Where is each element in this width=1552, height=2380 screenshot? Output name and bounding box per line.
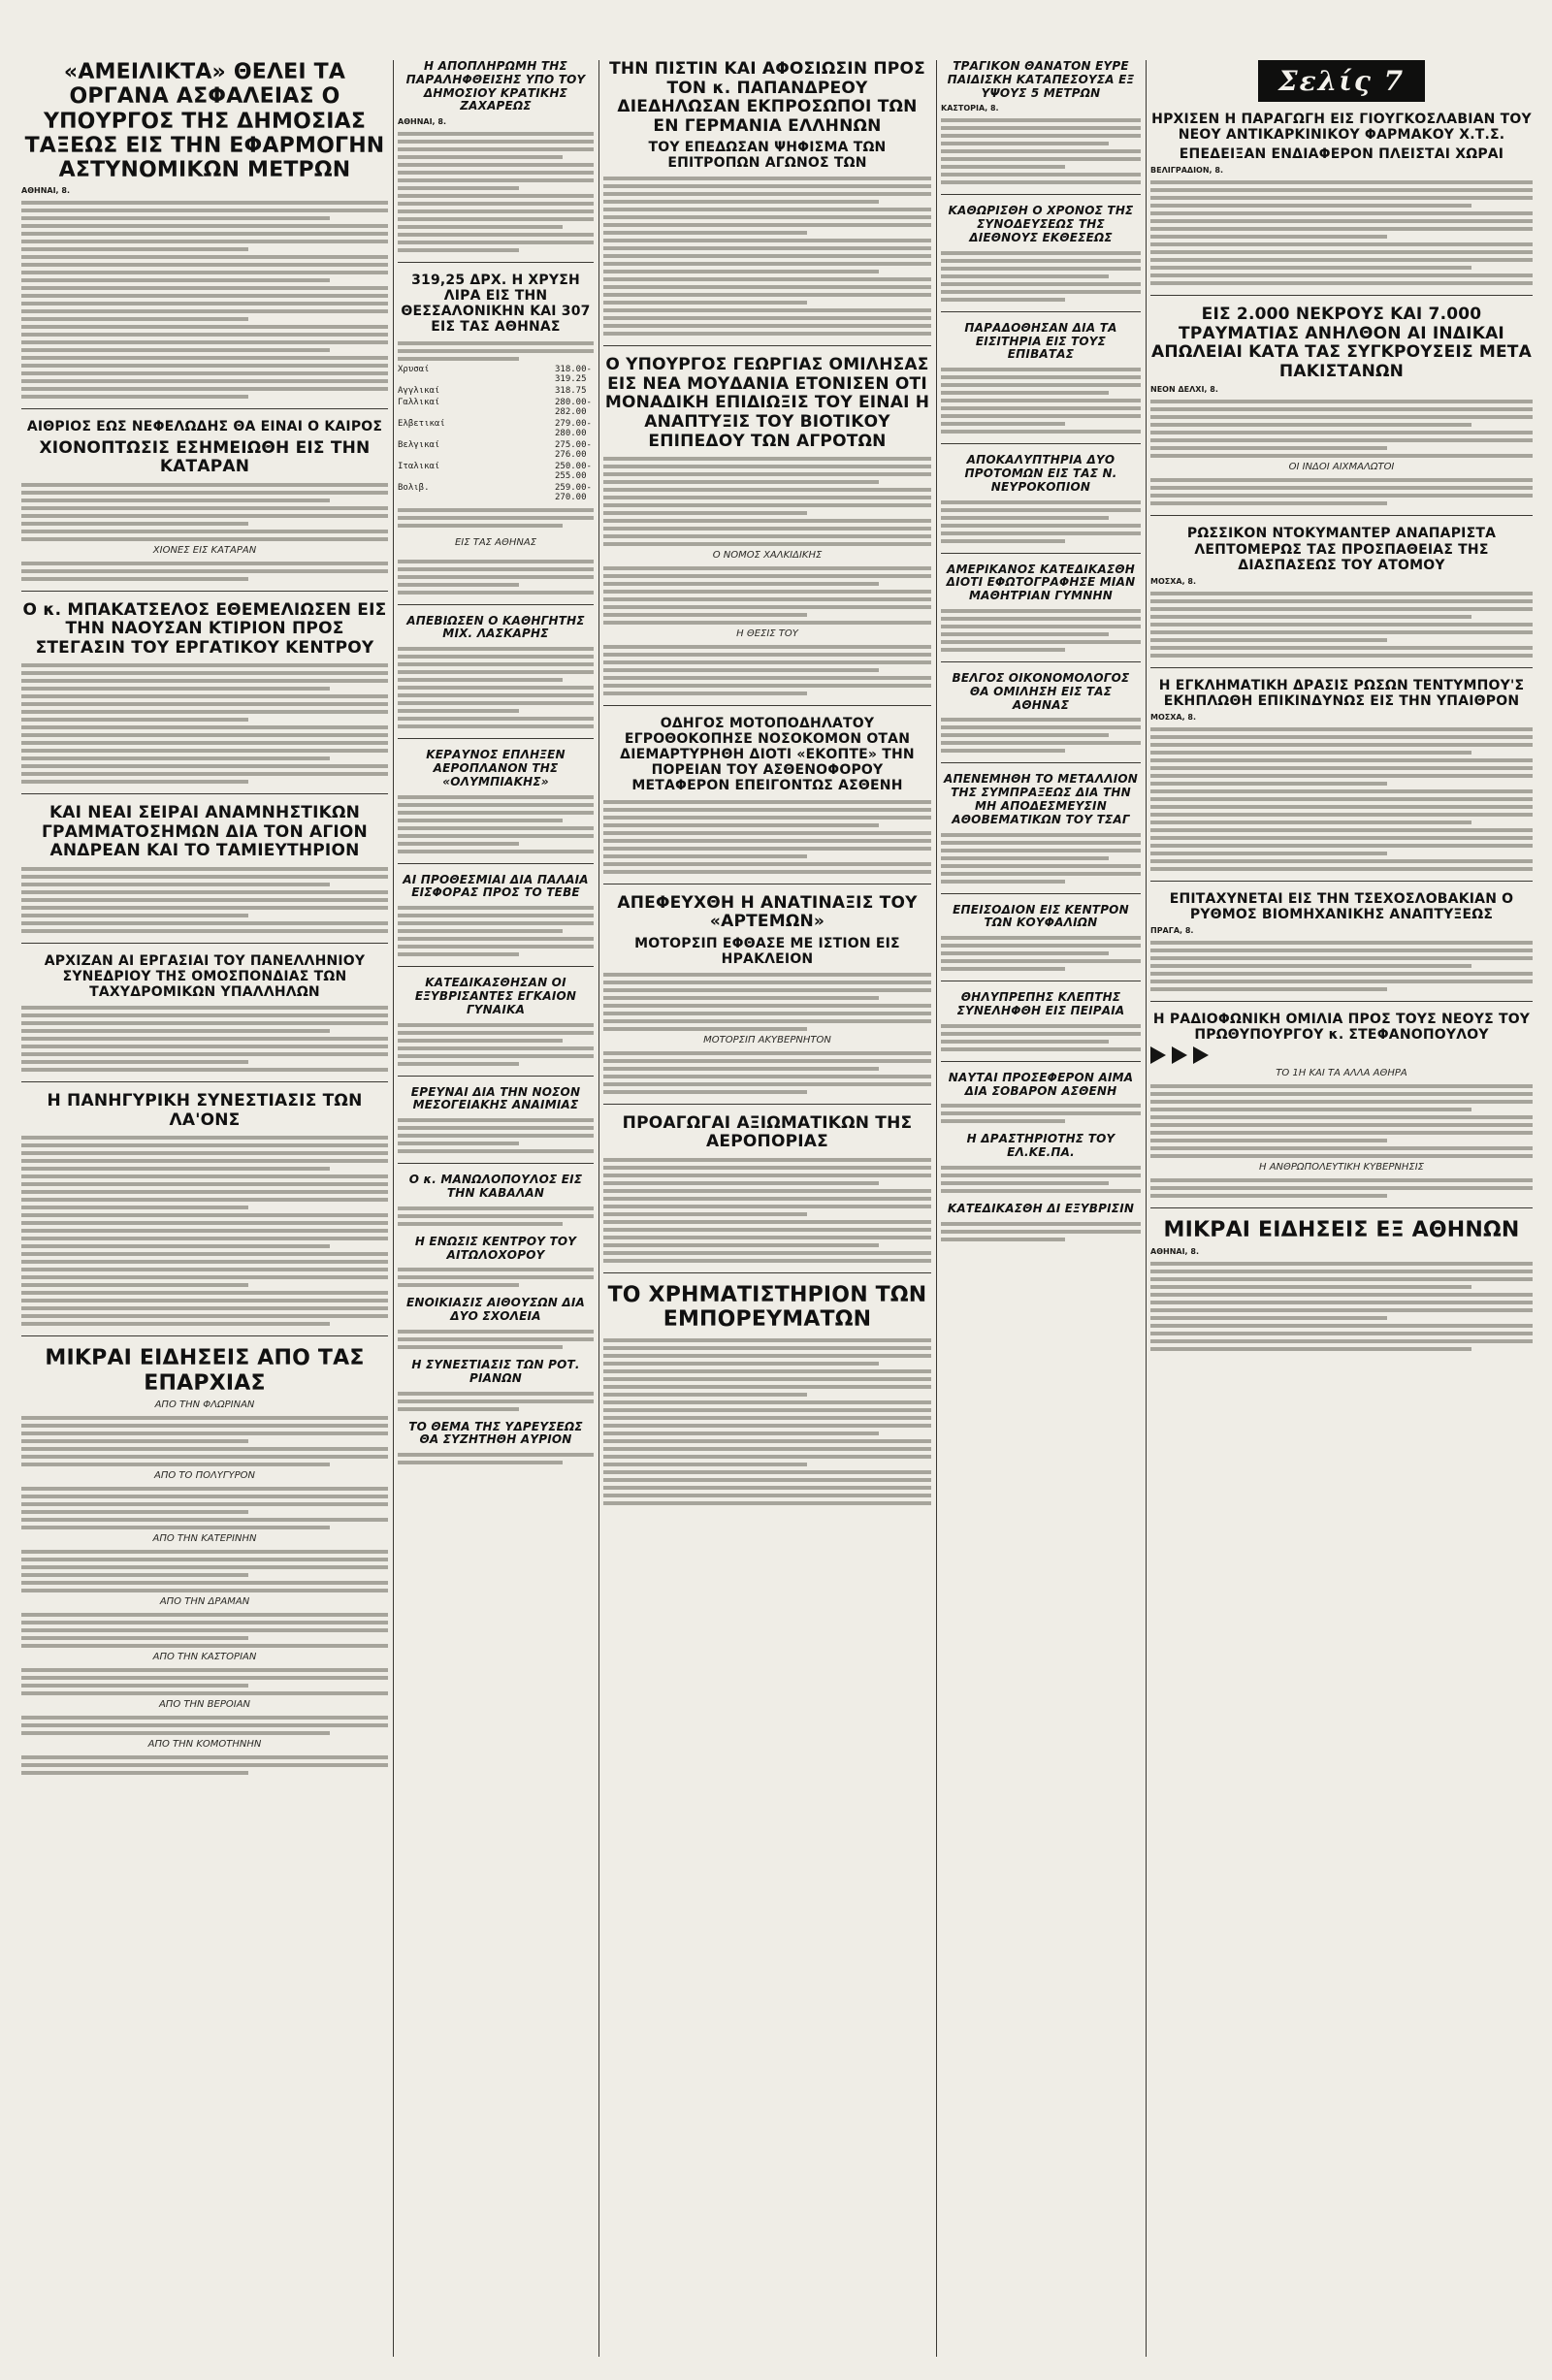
dateline: ΠΡΑΓΑ, 8.: [1150, 926, 1194, 936]
headline: ΤΡΑΓΙΚΟΝ ΘΑΝΑΤΟΝ ΕΥΡΕ ΠΑΙΔΙΣΚΗ ΚΑΤΑΠΕΣΟΥΣΑ ΕΞ ΥΨΟΥΣ 5 ΜΕΤΡΩΝ: [947, 60, 1135, 100]
body-text: [1150, 178, 1533, 285]
headline: ΑΙ ΠΡΟΘΕΣΜΙΑΙ ΔΙΑ ΠΑΛΑΙΑ ΕΙΣΦΟΡΑΣ ΠΡΟΣ ΤΟ ΤΕΒΕ: [403, 872, 589, 900]
article-yugoslavia-drug: [1150, 112, 1533, 285]
article-schools: [398, 1297, 594, 1349]
body-text: [21, 1004, 388, 1072]
article-tickets: [941, 322, 1141, 434]
body-text: [941, 1102, 1141, 1123]
article-insult: [398, 977, 594, 1065]
body-text: [1150, 1176, 1533, 1198]
article-czechoslovakia: [1150, 891, 1533, 991]
column-5: [1150, 60, 1533, 2357]
article-medal: [941, 773, 1141, 883]
body-text: [1150, 476, 1533, 505]
headline: ΕΙΣ 2.000 ΝΕΚΡΟΥΣ ΚΑΙ 7.000 ΤΡΑΥΜΑΤΙΑΣ ΑΝΗΛΘΟΝ ΑΙ ΙΝΔΙΚΑΙ ΑΠΩΛΕΙΑΙ ΚΑΤΑ ΤΑΣ ΣΥΓΚΡΟΥΣΕΙΣ ΜΕΤΑ ΠΑΚΙΣΤΑΝΩΝ: [1151, 305, 1532, 381]
article-india-pakistan: [1150, 306, 1533, 505]
body-text: [941, 716, 1141, 753]
body-text: [21, 1666, 388, 1695]
headline: ΑΙΘΡΙΟΣ ΕΩΣ ΝΕΦΕΛΩΔΗΣ ΘΑ ΕΙΝΑΙ Ο ΚΑΙΡΟΣ: [26, 419, 383, 435]
headline: ΚΑΤΕΔΙΚΑΣΘΗΣΑΝ ΟΙ ΕΞΥΒΡΙΣΑΝΤΕΣ ΕΓΚΑΙΟΝ ΓΥΝΑΙΚΑ: [414, 976, 577, 1016]
headline: Ο κ. ΜΑΝΩΛΟΠΟΥΛΟΣ ΕΙΣ ΤΗΝ ΚΑΒΑΛΑΝ: [408, 1173, 583, 1200]
body-text: [398, 506, 594, 528]
arrow-right-icon: [1150, 1046, 1166, 1064]
body-text: [1150, 590, 1533, 658]
article-security-measures: [21, 60, 388, 399]
body-text: [603, 455, 931, 546]
body-text: [21, 1134, 388, 1326]
section-masthead: [1150, 60, 1533, 102]
body-text: [21, 1714, 388, 1735]
headline: ΕΡΕΥΝΑΙ ΔΙΑ ΤΗΝ ΝΟΣΟΝ ΜΕΣΟΓΕΙΑΚΗΣ ΑΝΑΙΜΙΑΣ: [410, 1084, 581, 1112]
rate-value: 275.00-276.00: [555, 439, 592, 460]
rate-label: Ελβετικαί: [398, 418, 445, 429]
body-text: [398, 339, 594, 361]
body-text: [603, 1049, 931, 1094]
headline: ΚΑΘΩΡΙΣΘΗ Ο ΧΡΟΝΟΣ ΤΗΣ ΣΥΝΟΔΕΥΣΕΩΣ ΤΗΣ ΔΙΕΘΝΟΥΣ ΕΚΘΕΣΕΩΣ: [948, 204, 1134, 244]
body-text: [1150, 1260, 1533, 1351]
article-blood: [941, 1072, 1141, 1124]
article-gold-sovereign: [398, 273, 594, 527]
rate-value: 259.00-270.00: [555, 482, 592, 502]
dateline: ΝΕΟΝ ΔΕΛΧΙ, 8.: [1150, 385, 1218, 395]
headline: ΒΕΛΓΟΣ ΟΙΚΟΝΟΜΟΛΟΓΟΣ ΘΑ ΟΜΙΛΗΣΗ ΕΙΣ ΤΑΣ ΑΘΗΝΑΣ: [952, 670, 1130, 712]
rate-value: 318.75: [555, 385, 587, 396]
subhead: ΤΟΥ ΕΠΕΔΩΣΑΝ ΨΗΦΙΣΜΑ ΤΩΝ ΕΠΙΤΡΟΠΩΝ ΑΓΩΝΟΣ ΤΩΝ: [648, 140, 887, 172]
article-sugar: [398, 60, 594, 252]
body-text: [21, 1414, 388, 1466]
article-provinces: [21, 1346, 388, 1775]
subhead: ΑΠΟ ΤΗΝ ΚΟΜΟΤΗΝΗΝ: [147, 1738, 262, 1750]
body-text: [941, 366, 1141, 434]
article-agriculture-minister: [603, 356, 931, 695]
body-text: [398, 1021, 594, 1066]
headline: ΜΙΚΡΑΙ ΕΙΔΗΣΕΙΣ ΕΞ ΑΘΗΝΩΝ: [1163, 1218, 1520, 1243]
article-lightning: [398, 749, 594, 852]
headline: 319,25 ΔΡΧ. Η ΧΡΥΣΗ ΛΙΡΑ ΕΙΣ ΤΗΝ ΘΕΣΣΑΛΟΝΙΚΗΝ ΚΑΙ 307 ΕΙΣ ΤΑΣ ΑΘΗΝΑΣ: [401, 273, 591, 336]
subhead: ΕΙΣ ΤΑΣ ΑΘΗΝΑΣ: [454, 536, 537, 548]
headline: «ΑΜΕΙΛΙΚΤΑ» ΘΕΛΕΙ ΤΑ ΟΡΓΑΝΑ ΑΣΦΑΛΕΙΑΣ Ο ΥΠΟΥΡΓΟΣ ΤΗΣ ΔΗΜΟΣΙΑΣ ΤΑΞΕΩΣ ΕΙΣ ΤΗΝ ΕΦΑΡΜΟΓΗΝ ΑΣΤΥΝΟΜΙΚΩΝ ΜΕΤΡΩΝ: [24, 60, 385, 183]
article-naousa: [21, 601, 388, 785]
body-text: [1150, 1082, 1533, 1158]
body-text: [1150, 725, 1533, 871]
headline: ΑΠΕΝΕΜΗΘΗ ΤΟ ΜΕΤΑΛΛΙΟΝ ΤΗΣ ΣΥΜΠΡΑΞΕΩΣ ΔΙΑ ΤΗΝ ΜΗ ΑΠΟΔΕΣΜΕΥΣΙΝ ΑΘΟΒΕΜΑΤΙΚΩΝ ΤΟΥ ΤΣΑΓ: [943, 772, 1139, 826]
column-1: [21, 60, 388, 2357]
article-centre-union: [398, 1236, 594, 1288]
subhead: ΑΠΟ ΤΗΝ ΒΕΡΟΙΑΝ: [158, 1698, 251, 1710]
body-text: [1150, 398, 1533, 458]
article-tebe: [398, 874, 594, 957]
column-4: [941, 60, 1141, 2357]
article-fair: [941, 205, 1141, 301]
rate-label: Γαλλικαί: [398, 397, 440, 407]
headline: ΤΟ ΘΕΜΑ ΤΗΣ ΥΔΡΕΥΣΕΩΣ ΘΑ ΣΥΖΗΤΗΘΗ ΑΥΡΙΟΝ: [408, 1419, 583, 1447]
subhead: ΜΟΤΟΡΣΙΠ ΑΚΥΒΕΡΝΗΤΟΝ: [703, 1034, 831, 1045]
subhead: ΑΠΟ ΤΟ ΠΟΛΥΓΥΡΟΝ: [154, 1469, 255, 1481]
body-text: [398, 558, 594, 595]
article-ambulance: [603, 716, 931, 873]
article-lions: [21, 1092, 388, 1326]
dateline: ΑΘΗΝΑΙ, 8.: [21, 186, 70, 196]
article-economist: [941, 672, 1141, 753]
dateline: ΑΘΗΝΑΙ, 8.: [398, 117, 446, 127]
column-rule: [1146, 60, 1147, 2357]
article-elkepa: [941, 1133, 1141, 1193]
rate-label: Ιταλικαί: [398, 461, 440, 471]
article-busts: [941, 454, 1141, 542]
subhead: ΕΠΕΔΕΙΞΑΝ ΕΝΔΙΑΦΕΡΟΝ ΠΛΕΙΣΤΑΙ ΧΩΡΑΙ: [1179, 146, 1504, 163]
column-rule: [598, 60, 599, 2357]
headline: ΟΔΗΓΟΣ ΜΟΤΟΠΟΔΗΛΑΤΟΥ ΕΓΡΟΘΟΚΟΠΗΣΕ ΝΟΣΟΚΟΜΟΝ ΟΤΑΝ ΔΙΕΜΑΡΤΥΡΗΘΗ ΔΙΟΤΙ «ΕΚΟΠΤΕ» ΤΗΝ ΠΟΡΕΙΑΝ ΤΟΥ ΑΣΘΕΝΟΦΟΡΟΥ ΜΕΤΑΦΕΡΟΝ ΕΠΕΙΓΟΝΤΩΣ ΑΣΘΕΝΗ: [620, 716, 915, 794]
rate-label: Χρυσαί: [398, 364, 430, 374]
rate-label: Αγγλικαί: [398, 385, 440, 396]
body-text: [941, 1022, 1141, 1051]
headline: ΝΑΥΤΑΙ ΠΡΟΣΕΦΕΡΟΝ ΑΙΜΑ ΔΙΑ ΣΟΒΑΡΟΝ ΑΣΘΕΝΗ: [948, 1070, 1134, 1098]
body-text: [21, 661, 388, 784]
body-text: [941, 831, 1141, 884]
headline: Η ΔΡΑΣΤΗΡΙΟΤΗΣ ΤΟΥ ΕΛ.ΚΕ.ΠΑ.: [966, 1132, 1116, 1160]
article-manolopoulos: [398, 1174, 594, 1226]
headline: ΑΠΕΒΙΩΣΕΝ Ο ΚΑΘΗΓΗΤΗΣ ΜΙΧ. ΛΑΣΚΑΡΗΣ: [406, 613, 585, 641]
body-text: [941, 934, 1141, 971]
headline: ΑΜΕΡΙΚΑΝΟΣ ΚΑΤΕΔΙΚΑΣΘΗ ΔΙΟΤΙ ΕΦΩΤΟΓΡΑΦΗΣΕ ΜΙΑΝ ΜΑΘΗΤΡΙΑΝ ΓΥΜΝΗΝ: [946, 562, 1136, 603]
subhead: Η ΑΝΘΡΩΠΟΛΕΥΤΙΚΗ ΚΥΒΕΡΝΗΣΙΣ: [1259, 1162, 1424, 1174]
body-text: [398, 793, 594, 853]
article-papandreou: [603, 60, 931, 336]
body-text: [21, 1548, 388, 1592]
article-rotary: [398, 1359, 594, 1411]
headline: ΧΙΟΝΟΠΤΩΣΙΣ ΕΣΗΜΕΙΩΘΗ ΕΙΣ ΤΗΝ ΚΑΤΑΡΑΝ: [39, 437, 371, 477]
body-text: [21, 1611, 388, 1648]
headline: ΑΠΟΚΑΛΥΠΤΗΡΙΑ ΔΥΟ ΠΡΟΤΟΜΩΝ ΕΙΣ ΤΑΣ Ν. ΝΕΥΡΟΚΟΠΙΟΝ: [964, 453, 1117, 494]
article-anemia: [398, 1086, 594, 1154]
body-text: [941, 1220, 1141, 1241]
page-number-logo: Σελίς 7: [1258, 60, 1425, 102]
headline: ΕΝΟΙΚΙΑΣΙΣ ΑΙΘΟΥΣΩΝ ΔΙΑ ΔΥΟ ΣΧΟΛΕΙΑ: [405, 1296, 586, 1324]
headline: ΡΩΣΣΙΚΟΝ ΝΤΟΚΥΜΑΝΤΕΡ ΑΝΑΠΑΡΙΣΤΑ ΛΕΠΤΟΜΕΡΩΣ ΤΑΣ ΠΡΟΣΠΑΘΕΙΑΣ ΤΗΣ ΔΙΑΣΠΑΣΕΩΣ ΤΟΥ ΑΤΟΜΟΥ: [1186, 526, 1497, 573]
headline: Η ΕΓΚΛΗΜΑΤΙΚΗ ΔΡΑΣΙΣ ΡΩΣΩΝ ΤΕΝΤΥΜΠΟΥ'Σ ΕΚΗΠΛΩΘΗ ΕΠΙΚΙΝΔΥΝΩΣ ΕΙΣ ΤΗΝ ΥΠΑΙΘΡΟΝ: [1158, 677, 1525, 709]
subhead: ΤΟ 1Η ΚΑΙ ΤΑ ΑΛΛΑ ΑΘΗΡΑ: [1276, 1068, 1407, 1079]
body-text: [603, 1156, 931, 1263]
body-text: [1150, 939, 1533, 991]
subhead: ΑΠΟ ΤΗΝ ΚΑΣΤΟΡΙΑΝ: [152, 1651, 257, 1662]
headline: Η ΣΥΝΕΣΤΙΑΣΙΣ ΤΩΝ ΡΟΤ. ΡΙΑΝΩΝ: [411, 1357, 580, 1385]
column-2: [398, 60, 594, 2357]
article-incident: [941, 904, 1141, 972]
rate-value: 250.00-255.00: [555, 461, 592, 481]
body-text: [398, 1328, 594, 1349]
body-text: [941, 1164, 1141, 1193]
rate-value: 318.00-319.25: [555, 364, 592, 384]
subhead: ΑΠΟ ΤΗΝ ΚΑΤΕΡΙΝΗΝ: [152, 1532, 257, 1544]
headline: ΑΠΕΦΕΥΧΘΗ Η ΑΝΑΤΙΝΑΞΙΣ ΤΟΥ «ΑΡΤΕΜΩΝ»: [617, 892, 918, 932]
body-text: [941, 116, 1141, 184]
article-radio-speech: [1150, 1012, 1533, 1198]
arrow-right-icon: [1172, 1046, 1187, 1064]
subhead: ΟΙ ΙΝΔΟΙ ΑΙΧΜΑΛΩΤΟΙ: [1288, 462, 1395, 473]
rate-value: 280.00-282.00: [555, 397, 592, 417]
column-3: [603, 60, 931, 2357]
headline: Η ΠΑΝΗΓΥΡΙΚΗ ΣΥΝΕΣΤΙΑΣΙΣ ΤΩΝ ΛΑ'ΟΝΣ: [47, 1091, 363, 1130]
headline: ΤΗΝ ΠΙΣΤΙΝ ΚΑΙ ΑΦΟΣΙΩΣΙΝ ΠΡΟΣ ΤΟΝ κ. ΠΑΠΑΝΔΡΕΟΥ ΔΙΕΔΗΛΩΣΑΝ ΕΚΠΡΟΣΩΠΟΙ ΤΩΝ ΕΝ ΓΕΡΜΑΝΙΑ ΕΛΛΗΝΩΝ: [609, 60, 925, 136]
article-thief: [941, 991, 1141, 1051]
rate-value: 279.00-280.00: [555, 418, 592, 438]
headline: ΜΙΚΡΑΙ ΕΙΔΗΣΕΙΣ ΑΠΟ ΤΑΣ ΕΠΑΡΧΙΑΣ: [45, 1346, 365, 1396]
body-text: [603, 643, 931, 695]
headline: ΗΡΧΙΣΕΝ Η ΠΑΡΑΓΩΓΗ ΕΙΣ ΓΙΟΥΓΚΟΣΛΑΒΙΑΝ ΤΟΥ ΝΕΟΥ ΑΝΤΙΚΑΡΚΙΝΙΚΟΥ ΦΑΡΜΑΚΟΥ Χ.Τ.Σ.: [1151, 112, 1532, 144]
article-american: [941, 563, 1141, 652]
headline: ΕΠΕΙΣΟΔΙΟΝ ΕΙΣ ΚΕΝΤΡΟΝ ΤΩΝ ΚΟΥΦΑΛΙΩΝ: [953, 902, 1129, 930]
body-text: [603, 971, 931, 1031]
headline: Ο ΥΠΟΥΡΓΟΣ ΓΕΩΡΓΙΑΣ ΟΜΙΛΗΣΑΣ ΕΙΣ ΝΕΑ ΜΟΥΔΑΝΙΑ ΕΤΟΝΙΣΕΝ ΟΤΙ ΜΟΝΑΔΙΚΗ ΕΠΙΔΙΩΞΙΣ ΤΟΥ ΕΙΝΑΙ Η ΑΝΑΠΤΥΞΙΣ ΤΟΥ ΒΙΟΤΙΚΟΥ ΕΠΙΠΕΔΟΥ ΤΩΝ ΑΓΡΟΤΩΝ: [604, 355, 930, 451]
body-text: [603, 798, 931, 874]
gold-rates-table: [398, 365, 594, 502]
dateline: ΒΕΛΙΓΡΑΔΙΟΝ, 8.: [1150, 166, 1223, 176]
article-water: [398, 1421, 594, 1465]
body-text: [398, 1390, 594, 1411]
body-text: [603, 564, 931, 625]
subhead: ΜΟΤΟΡΣΙΠ ΕΦΘΑΣΕ ΜΕ ΙΣΤΙΟΝ ΕΙΣ ΗΡΑΚΛΕΙΟΝ: [634, 935, 900, 967]
body-text: [21, 481, 388, 541]
body-text: [941, 499, 1141, 543]
body-text: [21, 1753, 388, 1775]
subhead: Η ΘΕΣΙΣ ΤΟΥ: [736, 628, 798, 640]
headline: ΠΑΡΑΔΟΘΗΣΑΝ ΔΙΑ ΤΑ ΕΙΣΙΤΗΡΙΑ ΕΙΣ ΤΟΥΣ ΕΠΙΒΑΤΑΣ: [964, 320, 1117, 362]
article-laskaris: [398, 615, 594, 729]
article-artemon: [603, 894, 931, 1094]
subhead: ΑΠΟ ΤΗΝ ΦΛΩΡΙΝΑΝ: [154, 1399, 255, 1410]
body-text: [21, 865, 388, 933]
subhead: ΧΙΟΝΕΣ ΕΙΣ ΚΑΤΑΡΑΝ: [152, 544, 257, 556]
headline: Η ΡΑΔΙΟΦΩΝΙΚΗ ΟΜΙΛΙΑ ΠΡΟΣ ΤΟΥΣ ΝΕΟΥΣ ΤΟΥ ΠΡΩΘΥΠΟΥΡΓΟΥ κ. ΣΤΕΦΑΝΟΠΟΥΛΟΥ: [1152, 1012, 1531, 1044]
article-tragic-death: [941, 60, 1141, 184]
rate-label: Βολιβ.: [398, 482, 430, 493]
body-text: [398, 645, 594, 728]
dateline: ΜΟΣΧΑ, 8.: [1150, 576, 1197, 586]
article-commodities: [603, 1283, 931, 1505]
body-text: [398, 1266, 594, 1287]
headline: ΘΗΛΥΠΡΕΠΗΣ ΚΛΕΠΤΗΣ ΣΥΝΕΛΗΦΘΗ ΕΙΣ ΠΕΙΡΑΙΑ: [956, 990, 1125, 1017]
headline: ΚΑΤΕΔΙΚΑΣΘΗ ΔΙ ΕΞΥΒΡΙΣΙΝ: [947, 1201, 1135, 1215]
dateline: ΑΘΗΝΑΙ, 8.: [1150, 1246, 1199, 1256]
dateline: ΜΟΣΧΑ, 8.: [1150, 712, 1197, 722]
article-soviet-documentary: [1150, 526, 1533, 657]
headline: ΕΠΙΤΑΧΥΝΕΤΑΙ ΕΙΣ ΤΗΝ ΤΣΕΧΟΣΛΟΒΑΚΙΑΝ Ο ΡΥΘΜΟΣ ΒΙΟΜΗΧΑΝΙΚΗΣ ΑΝΑΠΤΥΞΕΩΣ: [1169, 890, 1514, 923]
headline: ΤΟ ΧΡΗΜΑΤΙΣΤΗΡΙΟΝ ΤΩΝ ΕΜΠΟΡΕΥΜΑΤΩΝ: [607, 1282, 927, 1333]
headline: ΚΑΙ ΝΕΑΙ ΣΕΙΡΑΙ ΑΝΑΜΝΗΣΤΙΚΩΝ ΓΡΑΜΜΑΤΟΣΗΜΩΝ ΔΙΑ ΤΟΝ ΑΓΙΟΝ ΑΝΔΡΕΑΝ ΚΑΙ ΤΟ ΤΑΜΙΕΥΤΗΡΙΟΝ: [42, 803, 368, 861]
headline: ΚΕΡΑΥΝΟΣ ΕΠΛΗΞΕΝ ΑΕΡΟΠΛΑΝΟΝ ΤΗΣ «ΟΛΥΜΠΙΑΚΗΣ»: [426, 748, 566, 788]
headline: ΑΡΧΙΖΑΝ ΑΙ ΕΡΓΑΣΙΑΙ ΤΟΥ ΠΑΝΕΛΛΗΝΙΟΥ ΣΥΝΕΔΡΙΟΥ ΤΗΣ ΟΜΟΣΠΟΝΔΙΑΣ ΤΩΝ ΤΑΧΥΔΡΟΜΙΚΩΝ ΥΠΑΛΛΗΛΩΝ: [44, 952, 366, 1001]
body-text: [603, 1336, 931, 1505]
article-convicted: [941, 1203, 1141, 1241]
body-text: [398, 130, 594, 252]
dateline: ΚΑΣΤΟΡΙΑ, 8.: [941, 104, 999, 113]
body-text: [941, 249, 1141, 302]
body-text: [603, 175, 931, 336]
rate-label: Βελγικαί: [398, 439, 440, 450]
headline: Ο κ. ΜΠΑΚΑΤΣΕΛΟΣ ΕΘΕΜΕΛΙΩΣΕΝ ΕΙΣ ΤΗΝ ΝΑΟΥΣΑΝ ΚΤΙΡΙΟΝ ΠΡΟΣ ΣΤΕΓΑΣΙΝ ΤΟΥ ΕΡΓΑΤΙΚΟΥ ΚΕΝΤΡΟΥ: [22, 599, 387, 658]
body-text: [398, 1205, 594, 1226]
body-text: [398, 1116, 594, 1153]
body-text: [21, 199, 388, 399]
headline: ΠΡΟΑΓΩΓΑΙ ΑΞΙΩΜΑΤΙΚΩΝ ΤΗΣ ΑΕΡΟΠΟΡΙΑΣ: [622, 1112, 913, 1152]
article-postal-congress: [21, 953, 388, 1072]
headline: Η ΑΠΟΠΛΗΡΩΜΗ ΤΗΣ ΠΑΡΑΛΗΦΘΕΙΣΗΣ ΥΠΟ ΤΟΥ ΔΗΜΟΣΙΟΥ ΚΡΑΤΙΚΗΣ ΖΑΧΑΡΕΩΣ: [405, 60, 586, 113]
headline: Η ΕΝΩΣΙΣ ΚΕΝΤΡΟΥ ΤΟΥ ΑΙΤΩΛΟΧΟΡΟΥ: [414, 1234, 577, 1262]
body-text: [21, 560, 388, 581]
article-athens-news: [1150, 1218, 1533, 1350]
subhead: Ο ΝΟΜΟΣ ΧΑΛΚΙΔΙΚΗΣ: [712, 550, 823, 562]
body-text: [21, 1485, 388, 1529]
arrow-row: [1150, 1046, 1533, 1064]
body-text: [398, 904, 594, 956]
arrow-right-icon: [1193, 1046, 1209, 1064]
column-rule: [936, 60, 937, 2357]
column-rule: [393, 60, 394, 2357]
body-text: [941, 607, 1141, 652]
body-text: [398, 1451, 594, 1464]
subhead: ΑΠΟ ΤΗΝ ΔΡΑΜΑΝ: [159, 1595, 250, 1607]
article-stamps: [21, 804, 388, 933]
article-weather: [21, 419, 388, 580]
article-teddy-boys: [1150, 678, 1533, 871]
article-air-force: [603, 1114, 931, 1263]
